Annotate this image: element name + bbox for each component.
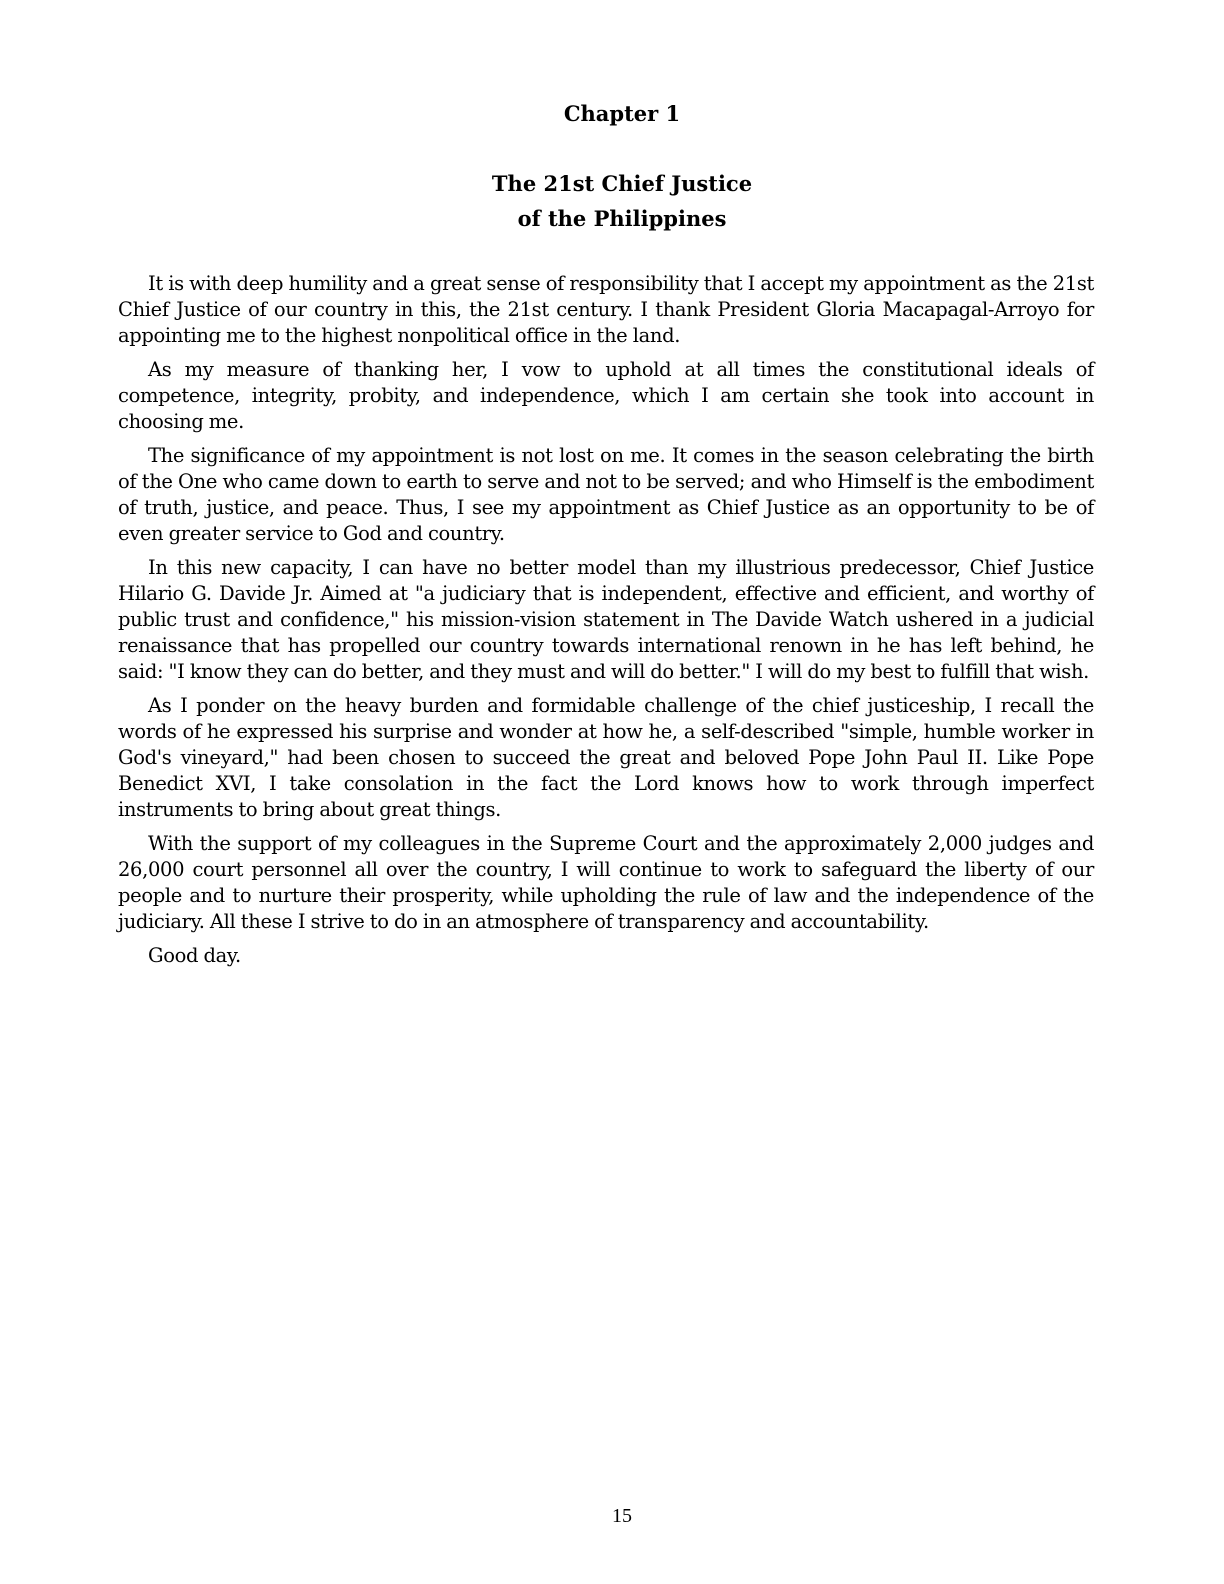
chapter-label: Chapter 1	[563, 101, 681, 126]
paragraph: It is with deep humility and a great sense of responsibility that I accept my appointment as the 21st Chief Justice of our country in this, the 21st century. I thank President Gloria Macapagal-Arroyo for appointing me to the highest nonpolitical office in the land.	[118, 272, 1094, 347]
body-text	[118, 271, 1094, 977]
chapter-title-line-2: of the Philippines	[517, 206, 727, 231]
paragraph: As my measure of thanking her, I vow to uphold at all times the constitutional ideals of competence, integrity, probity, and independence, which I am certain she took into account in choosing me.	[118, 358, 1094, 433]
page-number: 15	[612, 1505, 632, 1527]
paragraph: In this new capacity, I can have no better model than my illustrious predecessor, Chief Justice Hilario G. Davide Jr. Aimed at "a judiciary that is independent, effective and efficient, and worthy of public trust and confidence," his mission-vision statement in The Davide Watch ushered in a judicial renaissance that has propelled our country towards international renown in he has left behind, he said: "I know they can do better, and they must and will do better." I will do my best to fulfill that wish.	[118, 556, 1094, 683]
paragraph: With the support of my colleagues in the Supreme Court and the approximately 2,000 judges and 26,000 court personnel all over the country, I will continue to work to safeguard the liberty of our people and to nurture their prosperity, while upholding the rule of law and the independence of the judiciary. All these I strive to do in an atmosphere of transparency and accountability.	[118, 832, 1094, 933]
paragraph: As I ponder on the heavy burden and formidable challenge of the chief justiceship, I recall the words of he expressed his surprise and wonder at how he, a self-described "simple, humble worker in God's vineyard," had been chosen to succeed the great and beloved Pope John Paul II. Like Pope Benedict XVI, I take consolation in the fact the Lord knows how to work through imperfect instruments to bring about great things.	[118, 694, 1094, 821]
chapter-title-line-1: The 21st Chief Justice	[491, 171, 753, 196]
paragraph: Good day.	[148, 944, 241, 967]
paragraph: The significance of my appointment is not lost on me. It comes in the season celebrating the birth of the One who came down to earth to serve and not to be served; and who Himself is the embodiment of truth, justice, and peace. Thus, I see my appointment as Chief Justice as an opportunity to be of even greater service to God and country.	[118, 444, 1094, 545]
chapter-title	[0, 166, 1224, 236]
